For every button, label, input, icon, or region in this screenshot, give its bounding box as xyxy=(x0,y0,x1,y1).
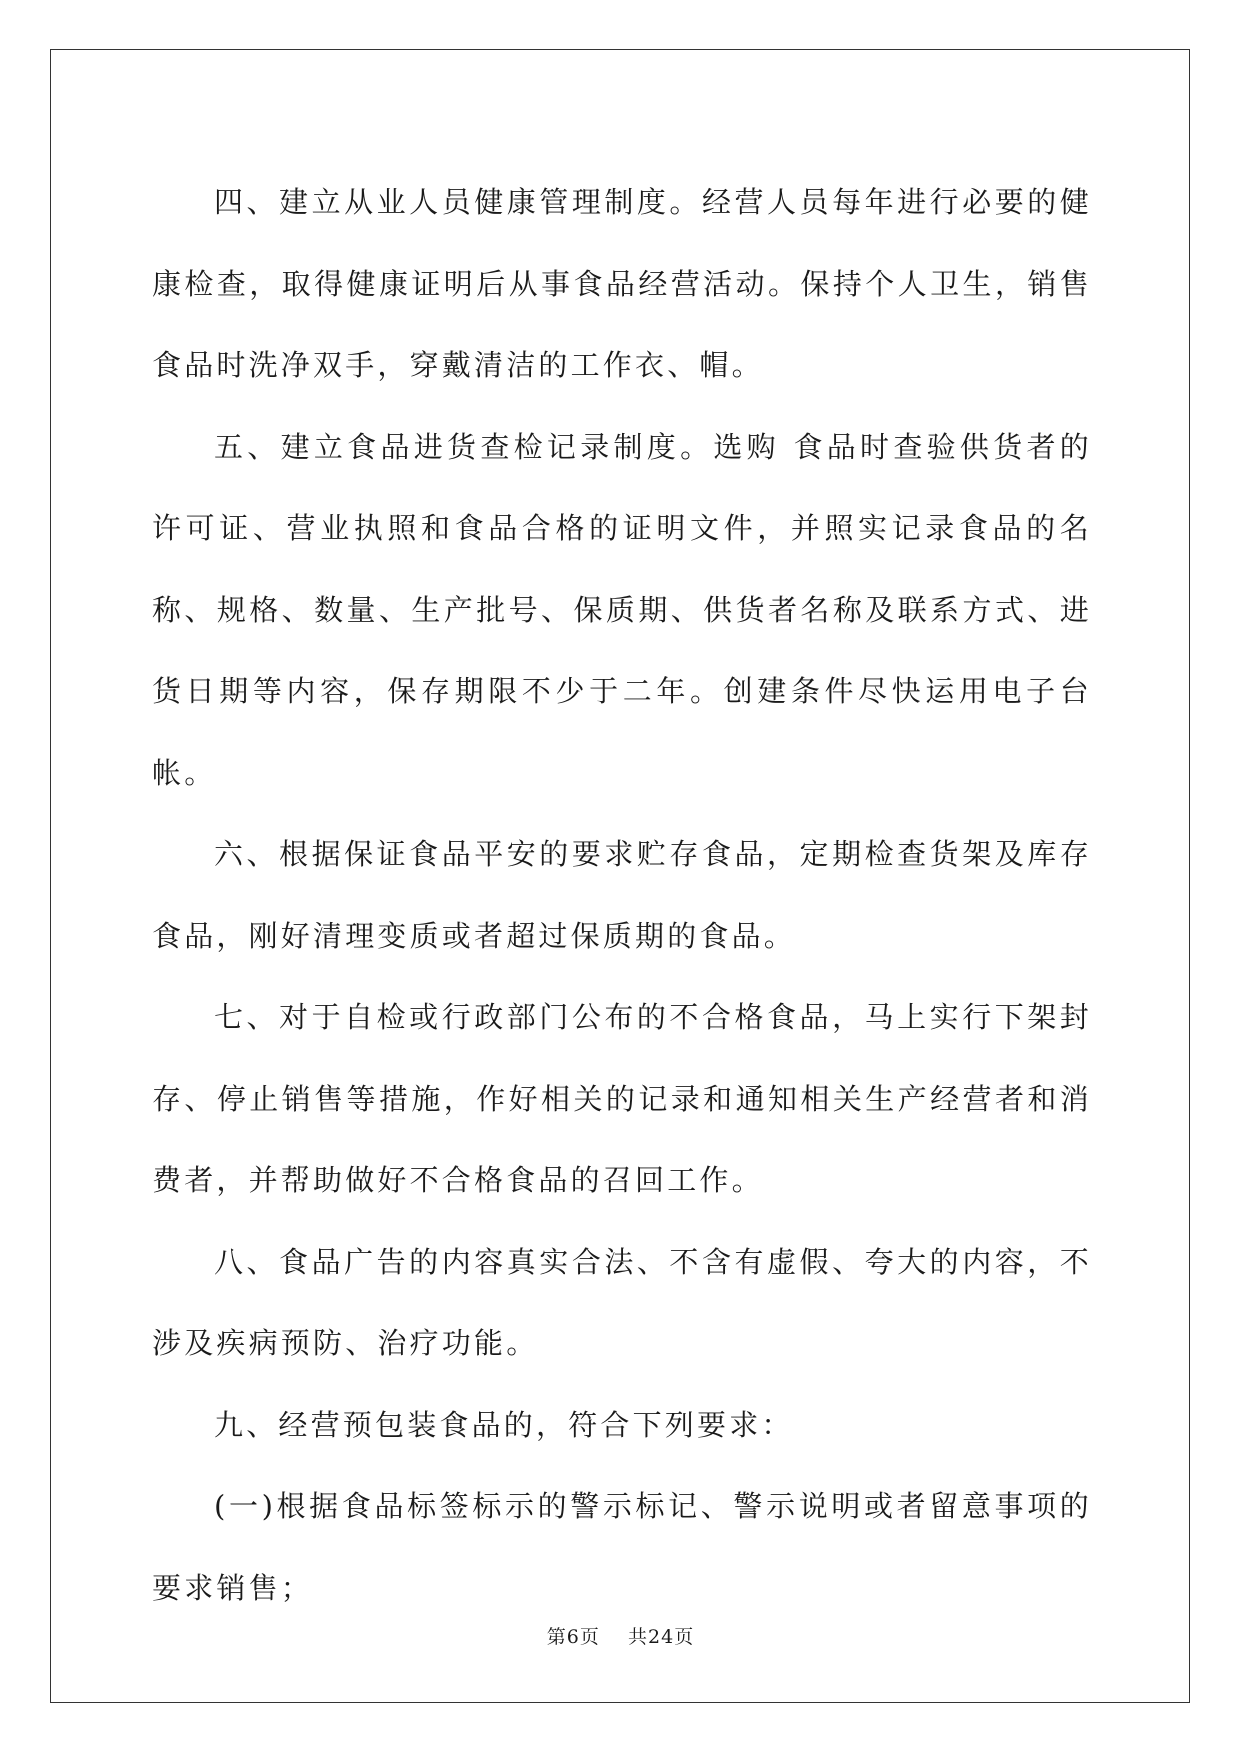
paragraph-6: 六、根据保证食品平安的要求贮存食品，定期检查货架及库存食品，刚好清理变质或者超过保质期的食品。 xyxy=(152,837,1092,953)
paragraph-9: 九、经营预包装食品的，符合下列要求： xyxy=(214,1407,794,1442)
page-total: 共24页 xyxy=(628,1626,695,1648)
document-body xyxy=(152,162,1092,1629)
page-footer xyxy=(0,1622,1241,1649)
page-number: 第6页 xyxy=(546,1626,600,1648)
paragraph-4: 四、建立从业人员健康管理制度。经营人员每年进行必要的健康检查，取得健康证明后从事食品经营活动。保持个人卫生，销售食品时洗净双手，穿戴清洁的工作衣、帽。 xyxy=(152,185,1092,382)
paragraph-9-1: (一)根据食品标签标示的警示标记、警示说明或者留意事项的要求销售； xyxy=(152,1489,1092,1605)
paragraph-5: 五、建立食品进货查检记录制度。选购 食品时查验供货者的许可证、营业执照和食品合格的证明文件，并照实记录食品的名称、规格、数量、生产批号、保质期、供货者名称及联系方式、进货日期等内容，保存期限不少于二年。创建条件尽快运用电子台帐。 xyxy=(152,429,1092,790)
paragraph-7: 七、对于自检或行政部门公布的不合格食品，马上实行下架封存、停止销售等措施，作好相关的记录和通知相关生产经营者和消费者，并帮助做好不合格食品的召回工作。 xyxy=(152,1000,1092,1197)
paragraph-8: 八、食品广告的内容真实合法、不含有虚假、夸大的内容，不涉及疾病预防、治疗功能。 xyxy=(152,1244,1092,1360)
